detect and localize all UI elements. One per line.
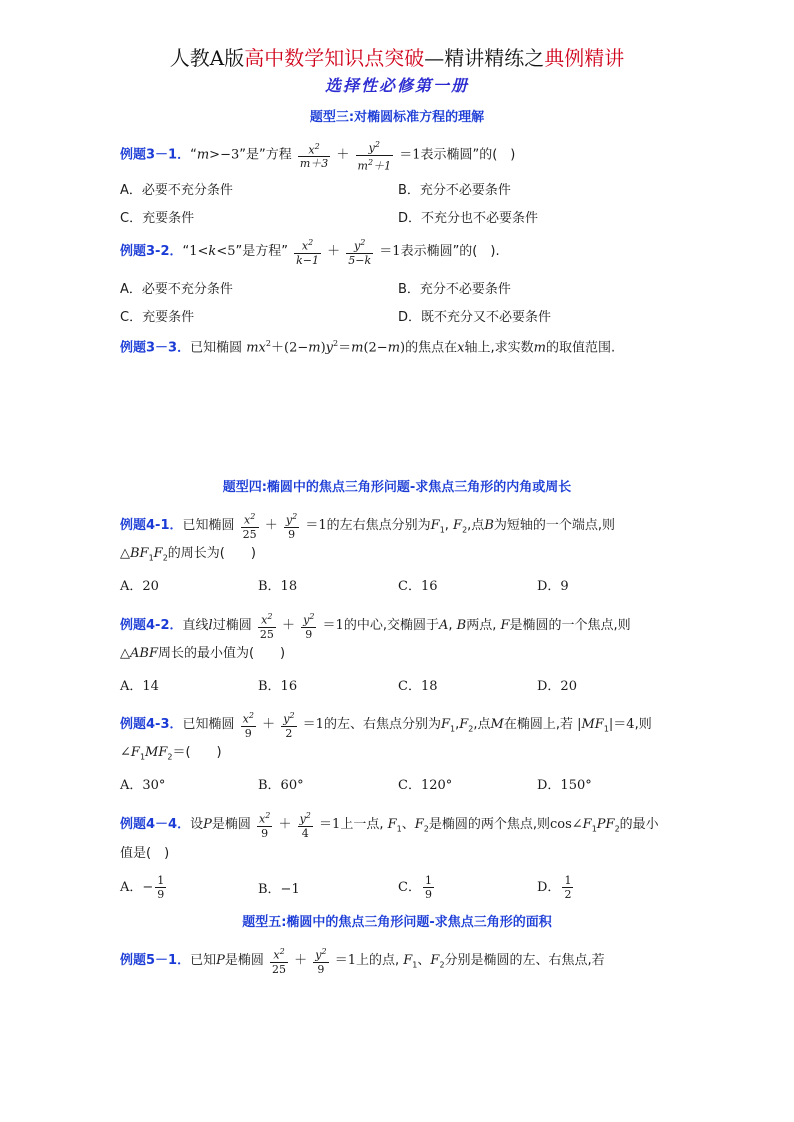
example-4-4-line2: 值是( ): [120, 846, 170, 861]
example-4-2: 例题4-2．直线l过椭圆 $\frac{x^2}{25}$ ＋ $\frac{y^2}{9}$ ＝1的中心,交椭圆于A, B两点, F是椭圆的一个焦点,则: [120, 612, 631, 641]
example-label: 例题3-2．: [120, 243, 183, 259]
option-c: C．18: [398, 679, 438, 694]
option-b: B．18: [258, 579, 298, 594]
title-part-4: 典例精讲: [544, 46, 625, 70]
example-4-1-line2: $\triangle BF_1F_2$的周长为( ): [120, 546, 256, 563]
option-a: A．− $\frac{1}{9}$: [120, 874, 165, 901]
example-label: 例题4－4．: [120, 816, 191, 832]
option-a: A．14: [120, 679, 159, 694]
option-b: B．−1: [258, 882, 300, 897]
example-label: 例题4-2．: [120, 617, 183, 633]
example-label: 例题3－3．: [120, 340, 191, 356]
example-label: 例题4-1．: [120, 517, 183, 533]
option-a: A．20: [120, 579, 159, 594]
option-d: D．既不充分又不必要条件: [398, 310, 552, 325]
option-d: D．150°: [537, 778, 592, 793]
option-c: C．120°: [398, 778, 453, 793]
example-4-3-line2: $\angle F_1MF_2=$( ): [120, 745, 222, 762]
title-part-1: 人教A版: [169, 46, 245, 70]
option-d: D．20: [537, 679, 577, 694]
option-c: C．16: [398, 579, 438, 594]
example-5-1: 例题5－1．已知P是椭圆 $\frac{x^2}{25}$ ＋ $\frac{y^2}{9}$ ＝1上的点, $F_1$、$F_2$分别是椭圆的左、右焦点,若: [120, 947, 605, 976]
option-d: D． $\frac{1}{2}$: [537, 874, 572, 901]
example-4-2-line2: △ABF周长的最小值为( ): [120, 646, 286, 661]
example-label: 例题3－1．: [120, 147, 191, 163]
option-c: C．充要条件: [120, 211, 195, 226]
example-4-1: 例题4-1．已知椭圆 $\frac{x^2}{25}$ ＋ $\frac{y^2}{9}$ ＝1的左右焦点分别为$F_1$, $F_2$,点B为短轴的一个端点,则: [120, 512, 616, 541]
section-heading-4: 题型四:椭圆中的焦点三角形问题-求焦点三角形的内角或周长: [222, 480, 572, 495]
example-3-3: 例题3－3．已知椭圆 $mx^2+(2-m)y^2=m(2-m)$的焦点在x轴上,求实数m的取值范围.: [120, 339, 616, 356]
option-a: A．30°: [120, 778, 166, 793]
example-3-2: 例题3-2．“1<k<5”是方程” $\frac{x^2}{k-1}$ ＋ $\frac{y^2}{5-k}$ ＝1表示椭圆”的( ).: [120, 238, 500, 267]
option-a: A．必要不充分条件: [120, 282, 233, 297]
option-d: D．不充分也不必要条件: [398, 211, 539, 226]
page-title: [0, 42, 794, 71]
example-4-3: 例题4-3．已知椭圆 $\frac{x^2}{9}$ ＋ $\frac{y^2}{2}$ ＝1的左、右焦点分别为$F_1,F_2$,点M在椭圆上,若 $|MF_1|=4$,则: [120, 711, 652, 740]
option-c: C．充要条件: [120, 310, 195, 325]
section-heading-5: 题型五:椭圆中的焦点三角形问题-求焦点三角形的面积: [242, 915, 552, 930]
option-b: B．16: [258, 679, 298, 694]
option-a: A．必要不充分条件: [120, 183, 233, 198]
option-b: B．充分不必要条件: [398, 183, 511, 198]
option-d: D．9: [537, 579, 569, 594]
title-part-3: —精讲精练之: [424, 46, 545, 70]
option-c: C． $\frac{1}{9}$: [398, 874, 432, 901]
example-3-1: 例题3－1．“m>−3”是”方程 $\frac{x^2}{m+3}$ ＋ $\frac{y^2}{m^2+1}$ ＝1表示椭圆”的( ): [120, 140, 516, 173]
section-heading-3: 题型三:对椭圆标准方程的理解: [309, 110, 485, 125]
title-part-2: 高中数学知识点突破: [244, 46, 425, 70]
page-subtitle: 选择性必修第一册: [324, 76, 469, 95]
option-b: B．60°: [258, 778, 304, 793]
example-4-4: 例题4－4．设P是椭圆 $\frac{x^2}{9}$ ＋ $\frac{y^2}{4}$ ＝1上一点, $F_1$、$F_2$是椭圆的两个焦点,则$\cos\angle F_1PF_2$的最小: [120, 811, 659, 840]
example-label: 例题5－1．: [120, 952, 191, 968]
example-label: 例题4-3．: [120, 716, 183, 732]
option-b: B．充分不必要条件: [398, 282, 511, 297]
